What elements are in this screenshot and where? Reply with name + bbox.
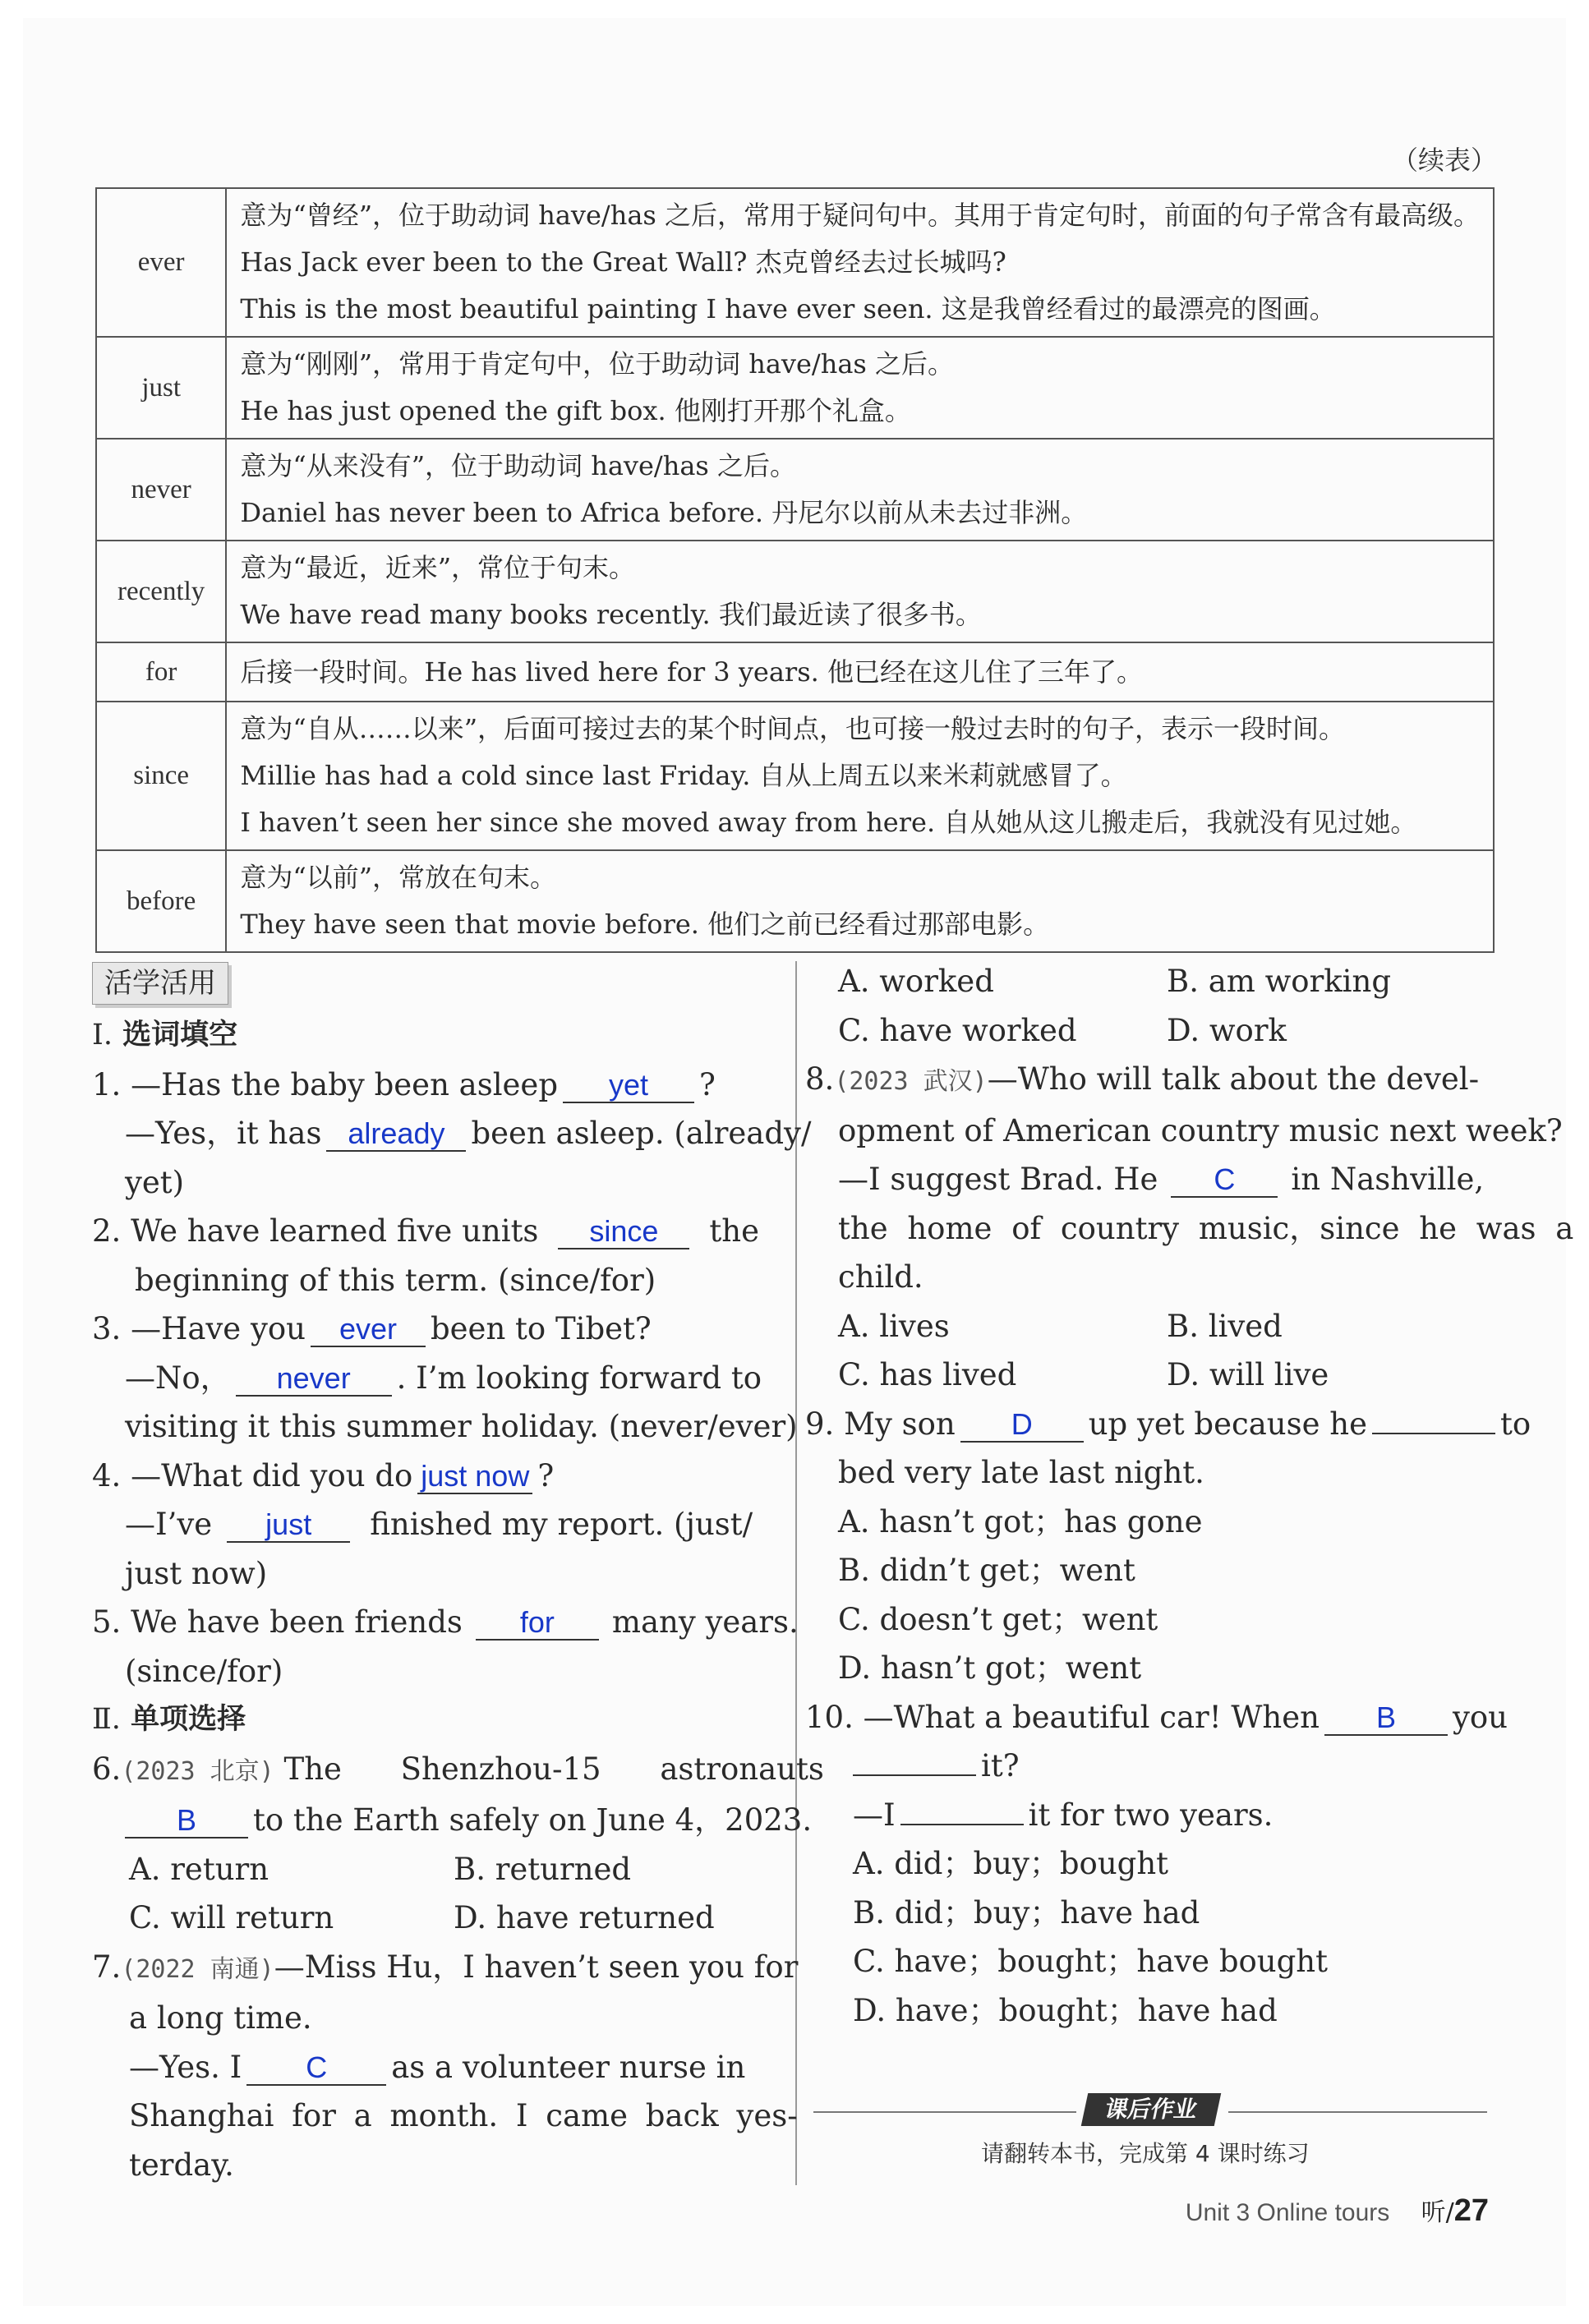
q6-option-b[interactable]: B. returned xyxy=(454,1851,632,1887)
question-6: 6.(2023 北京) The Shenzhou-15 astronauts B to the Earth safely on June 4，2023. A. return B. returned C. will return D. have returned xyxy=(92,1745,778,1943)
table-row xyxy=(96,850,1494,952)
table-desc-line: 意为“刚刚”，常用于肯定句中，位于助动词 have/has 之后。 xyxy=(240,348,954,380)
table-desc-line: Has Jack ever been to the Great Wall? 杰克曾经去过长城吗? xyxy=(240,246,1006,278)
page-footer xyxy=(1186,2192,1489,2229)
homework-note: 请翻转本书，完成第 4 课时练习 xyxy=(981,2140,1310,2167)
question-7: 7.(2022 南通)—Miss Hu，I haven’t seen you for a long time. —Yes. I C as a volunteer nurse in Shanghai for a month. I came back yes- terday. xyxy=(92,1949,799,2183)
table-word-cell: recently xyxy=(96,541,226,642)
q8-option-d[interactable]: D. will live xyxy=(1167,1357,1329,1392)
table-row xyxy=(96,702,1494,850)
question-1: 1. —Has the baby been asleep yet ? —Yes，it has already been asleep. (already/ yet) xyxy=(92,1066,812,1200)
q9-option-a[interactable]: A. hasn’t got；has gone xyxy=(838,1503,1203,1539)
table-desc-cell xyxy=(226,702,1494,850)
table-row xyxy=(96,642,1494,702)
table-desc-line: 意为“从来没有”，位于助动词 have/has 之后。 xyxy=(240,450,796,481)
q6-answer[interactable]: B xyxy=(125,1804,248,1838)
section-tag: 活学活用 xyxy=(92,962,228,1005)
question-2: 2. We have learned five units since the beginning of this term. (since/for) xyxy=(92,1213,760,1298)
q5-answer[interactable]: for xyxy=(476,1606,599,1641)
table-row xyxy=(96,188,1494,337)
banner-rule-left xyxy=(813,2111,1076,2113)
q10-answer[interactable]: B xyxy=(1324,1701,1448,1736)
table-desc-line: We have read many books recently. 我们最近读了很多书。 xyxy=(240,599,982,630)
question-10: 10. —What a beautiful car! When B you it? —I it for two years. A. did；buy；bought B. did；buy；have had C. have；bought；have bought D. have；bought；have had xyxy=(805,1693,1495,2036)
q7-option-c[interactable]: C. have worked xyxy=(838,1012,1077,1048)
question-4: 4. —What did you do just now ? —I’ve just finished my report. (just/ just now) xyxy=(92,1457,753,1591)
q8-answer[interactable]: C xyxy=(1171,1163,1278,1198)
grammar-table xyxy=(95,187,1495,953)
q7-option-d[interactable]: D. work xyxy=(1167,1012,1287,1048)
table-desc-line: He has just opened the gift box. 他刚打开那个礼盒。 xyxy=(240,395,911,426)
banner-label: 课后作业 xyxy=(1081,2093,1222,2126)
table-desc-line: 后接一段时间。He has lived here for 3 years. 他已经在这儿住了三年了。 xyxy=(240,656,1143,688)
q3-answer-1[interactable]: ever xyxy=(311,1313,426,1347)
left-column xyxy=(92,957,824,2189)
banner-rule-right xyxy=(1228,2111,1487,2113)
table-desc-line: I haven’t seen her since she moved away from here. 自从她从这儿搬走后，我就没有见过她。 xyxy=(240,807,1417,838)
table-desc-line: 意为“曾经”，位于助动词 have/has 之后，常用于疑问句中。其用于肯定句时，前面的句子常含有最高级。 xyxy=(240,200,1480,231)
q6-option-a[interactable]: A. return xyxy=(129,1851,269,1887)
table-row xyxy=(96,439,1494,541)
table-word-cell: just xyxy=(96,337,226,439)
table-row xyxy=(96,541,1494,642)
q9-option-c[interactable]: C. doesn’t get；went xyxy=(838,1601,1158,1637)
q4-answer-1[interactable]: just now xyxy=(417,1460,532,1494)
unit-label: Unit 3 Online tours xyxy=(1185,2199,1390,2226)
continued-label: （续表） xyxy=(1391,145,1497,176)
table-desc-cell xyxy=(226,439,1494,541)
table-desc-cell xyxy=(226,850,1494,952)
question-3: 3. —Have you ever been to Tibet? —No， never . I’m looking forward to visiting it this summer holiday. (never/ever) xyxy=(92,1311,798,1444)
q10-option-d[interactable]: D. have；bought；have had xyxy=(853,1992,1278,2028)
table-desc-line: Daniel has never been to Africa before. 丹尼尔以前从未去过非洲。 xyxy=(240,497,1088,528)
q10-option-b[interactable]: B. did；buy；have had xyxy=(853,1894,1200,1931)
q1-answer-2[interactable]: already xyxy=(326,1117,466,1152)
question-5: 5. We have been friends for many years. (since/for) xyxy=(92,1604,799,1689)
q10-option-a[interactable]: A. did；buy；bought xyxy=(853,1846,1169,1881)
q7-option-b[interactable]: B. am working xyxy=(1167,964,1392,999)
q3-answer-2[interactable]: never xyxy=(236,1362,392,1397)
table-desc-cell xyxy=(226,337,1494,439)
q9-option-d[interactable]: D. hasn’t got；went xyxy=(838,1650,1142,1686)
q9-blank-2[interactable] xyxy=(1372,1433,1495,1434)
table-word-cell: never xyxy=(96,439,226,541)
table-word-cell: for xyxy=(96,642,226,702)
q1-answer-1[interactable]: yet xyxy=(563,1069,694,1103)
q6-options xyxy=(92,1845,778,1894)
q7-answer[interactable]: C xyxy=(246,2051,386,2086)
q9-answer[interactable]: D xyxy=(960,1408,1084,1443)
q8-options xyxy=(805,1302,1495,1351)
homework-banner xyxy=(813,2093,1487,2129)
q10-option-c[interactable]: C. have；bought；have bought xyxy=(853,1944,1328,1979)
table-desc-cell xyxy=(226,642,1494,702)
q7-options xyxy=(805,957,1495,1006)
q2-answer[interactable]: since xyxy=(558,1215,689,1249)
table-desc-cell xyxy=(226,188,1494,337)
part2-heading: Ⅱ. 单项选择 xyxy=(92,1703,246,1736)
q9-option-b[interactable]: B. didn’t get；went xyxy=(838,1553,1135,1588)
q8-option-a[interactable]: A. lives xyxy=(838,1308,950,1344)
table-desc-line: 意为“最近，近来”，常位于句末。 xyxy=(240,552,636,583)
table-desc-line: Millie has had a cold since last Friday. 自从上周五以来米莉就感冒了。 xyxy=(240,760,1127,791)
listen-label: 听/ xyxy=(1421,2198,1454,2227)
table-word-cell: since xyxy=(96,702,226,850)
q8-option-c[interactable]: C. has lived xyxy=(838,1357,1017,1392)
table-word-cell: before xyxy=(96,850,226,952)
q4-answer-2[interactable]: just xyxy=(227,1508,350,1543)
part1-heading: Ⅰ. 选词填空 xyxy=(92,1019,238,1052)
right-column xyxy=(805,957,1574,2035)
question-9: 9. My son D up yet because he to bed very late last night. A. hasn’t got；has gone B. didn’t get；went C. doesn’t get；went D. hasn’t got；went xyxy=(805,1400,1495,1693)
table-desc-line: They have seen that movie before. 他们之前已经看过那部电影。 xyxy=(240,909,1050,940)
table-desc-line: 意为“自从……以来”，后面可接过去的某个时间点，也可接一般过去时的句子，表示一段时间。 xyxy=(240,713,1346,744)
q6-option-c[interactable]: C. will return xyxy=(129,1900,334,1935)
page-number: 27 xyxy=(1453,2193,1489,2228)
table-desc-cell xyxy=(226,541,1494,642)
table-row xyxy=(96,337,1494,439)
q10-blank-3[interactable] xyxy=(900,1824,1024,1825)
question-8: 8.(2023 武汉)—Who will talk about the devel- opment of American country music next week? —I suggest Brad. He C in Nashville, the home of country music，since he was a child. A. lives B. lived C. has lived D. will live xyxy=(805,1055,1495,1400)
table-desc-line: 意为“以前”，常放在句末。 xyxy=(240,862,557,893)
q8-option-b[interactable]: B. lived xyxy=(1167,1308,1283,1344)
q6-option-d[interactable]: D. have returned xyxy=(454,1900,715,1935)
table-desc-line: This is the most beautiful painting I have ever seen. 这是我曾经看过的最漂亮的图画。 xyxy=(240,293,1336,324)
q10-blank-2[interactable] xyxy=(853,1774,976,1776)
table-word-cell: ever xyxy=(96,188,226,337)
q7-option-a[interactable]: A. worked xyxy=(838,964,994,999)
